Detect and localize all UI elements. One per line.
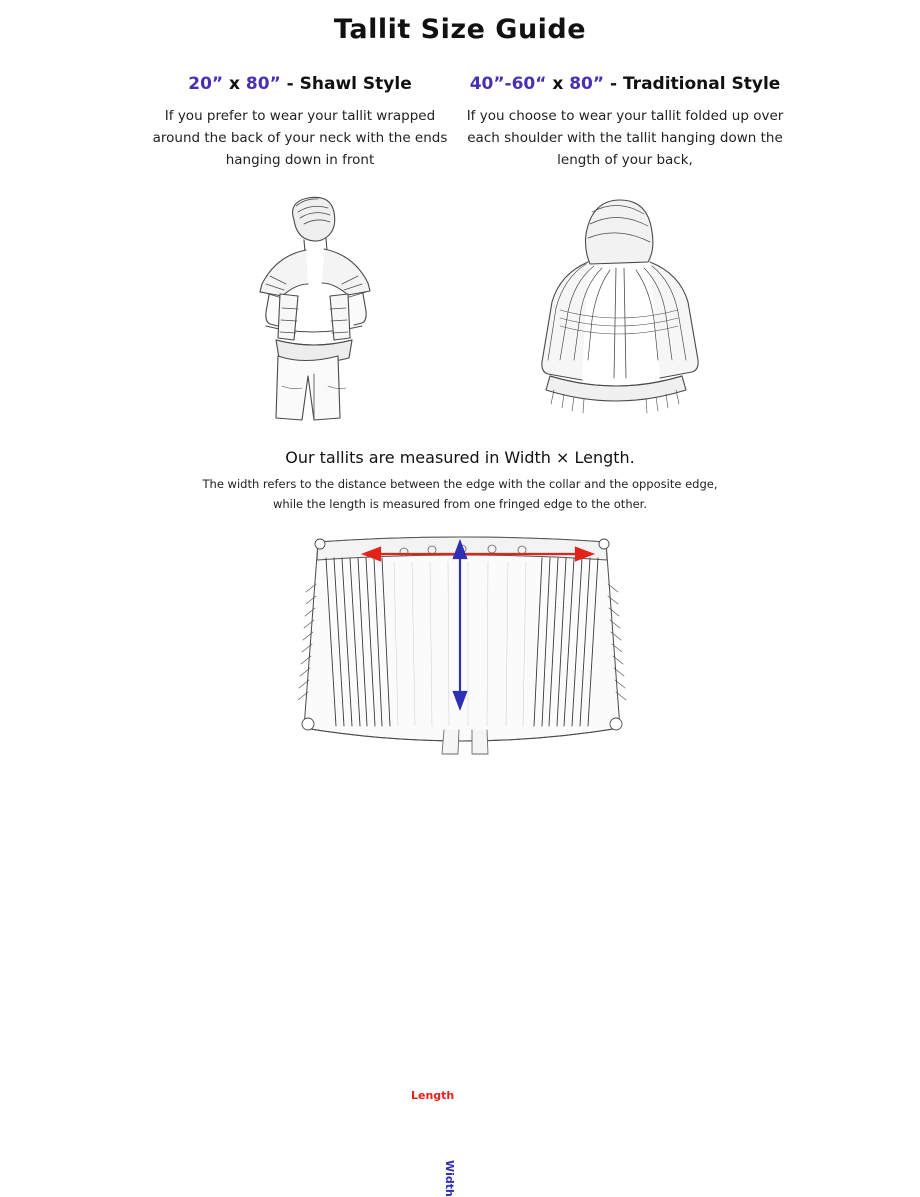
- traditional-style-label: - Traditional Style: [604, 74, 781, 94]
- column-traditional-style-heading: [460, 74, 790, 94]
- length-label: Length: [408, 1089, 457, 1102]
- man-wearing-shawl-style-tallit-illustration: [218, 190, 408, 425]
- column-shawl-style-heading: [140, 74, 460, 94]
- tallit-diagram-svg: [0, 528, 920, 796]
- column-shawl-style-description: If you prefer to wear your tallit wrapped around the back of your neck with the ends hanging down in front: [152, 108, 448, 168]
- shawl-length-value: 80”: [245, 74, 281, 94]
- page-title: Tallit Size Guide: [333, 14, 587, 45]
- column-traditional-style: [460, 74, 790, 172]
- measurement-explanation: [0, 448, 920, 514]
- shawl-style-label: - Shawl Style: [280, 74, 412, 94]
- traditional-length-value: 80”: [569, 74, 605, 94]
- width-label: Width: [443, 1160, 456, 1197]
- tallit-measurement-diagram: [0, 528, 920, 1197]
- measurement-heading: Our tallits are measured in Width × Length.: [285, 448, 635, 467]
- traditional-size-separator: x: [546, 74, 570, 94]
- column-shawl-style: [140, 74, 460, 172]
- measurement-line-2: while the length is measured from one fringed edge to the other.: [272, 496, 648, 511]
- man-wearing-traditional-style-tallit-illustration: [520, 190, 710, 425]
- shawl-width-value: 20”: [188, 74, 224, 94]
- illustrations-row: [0, 190, 920, 430]
- shawl-size-separator: x: [223, 74, 246, 94]
- traditional-width-value: 40”-60“: [469, 74, 547, 94]
- measurement-line-1: The width refers to the distance between the edge with the collar and the opposite edge,: [202, 477, 718, 491]
- column-traditional-style-description: If you choose to wear your tallit folded up over each shoulder with the tallit hanging down the length of your back,: [466, 108, 784, 168]
